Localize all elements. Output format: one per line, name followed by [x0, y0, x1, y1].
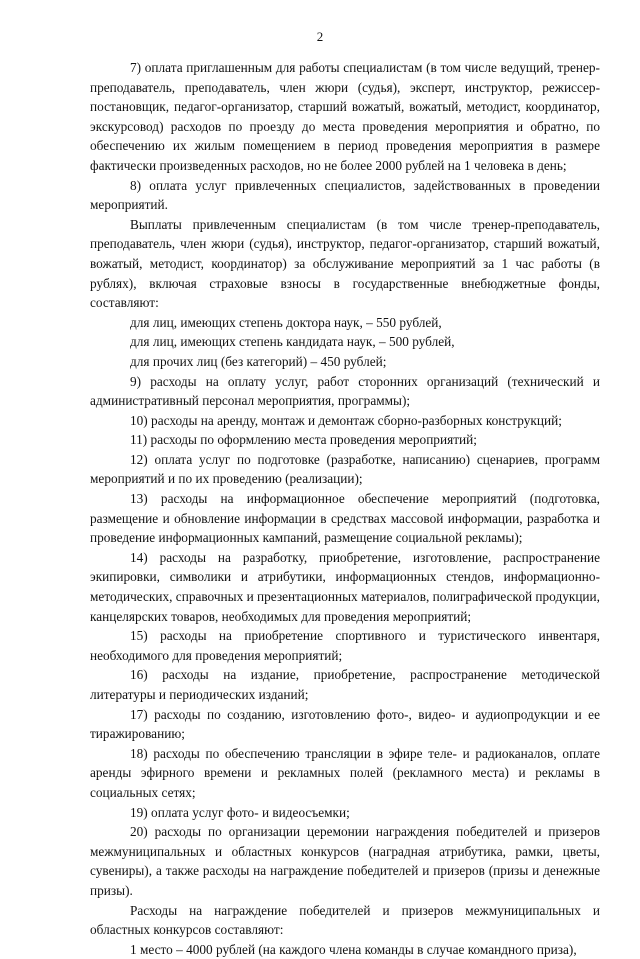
rate-other: для прочих лиц (без категорий) – 450 рублей;	[130, 353, 387, 369]
paragraph-item-15: 15) расходы на приобретение спортивного и туристического инвентаря, необходимого для проведения мероприятий;	[90, 628, 600, 663]
paragraph-item-18: 18) расходы по обеспечению трансляции в эфире теле- и радиоканалов, оплате аренды эфирного времени и рекламных полей (рекламного места) и рекламы в социальных сетях;	[90, 745, 600, 800]
document-body	[90, 58, 600, 959]
paragraph-item-19: 19) оплата услуг фото- и видеосъемки;	[130, 804, 350, 820]
paragraph-item-14: 14) расходы на разработку, приобретение, изготовление, распространение экипировки, символики и атрибутики, информационных стендов, информационно-методических, справочных и презентационных материалов, полиграфической продукции, канцелярских товаров, необходимых для проведения мероприятий;	[90, 549, 600, 624]
paragraph-payments-intro: Выплаты привлеченным специалистам (в том числе тренер-преподаватель, преподаватель, член жюри (судья), инструктор, педагог-организатор, старший вожатый, вожатый, методист, координатор) за обслуживание мероприятий за 1 час работы (в рублях), включая страховые взносы в государственные внебюджетные фонды, составляют:	[90, 216, 600, 311]
paragraph-item-12: 12) оплата услуг по подготовке (разработке, написанию) сценариев, программ мероприятий и по их проведению (реализации);	[90, 451, 600, 487]
page-number: 2	[316, 29, 324, 44]
paragraph-item-17: 17) расходы по созданию, изготовлению фото-, видео- и аудиопродукции и ее тиражированию;	[90, 706, 600, 742]
paragraph-item-11: 11) расходы по оформлению места проведения мероприятий;	[130, 432, 477, 448]
paragraph-item-20: 20) расходы по организации церемонии награждения победителей и призеров межмуниципальных и областных конкурсов (наградная атрибутика, рамки, цветы, сувениры), а также расходы на награждение победителей и призеров (призы и денежные призы).	[90, 824, 600, 898]
paragraph-item-16: 16) расходы на издание, приобретение, распространение методической литературы и периодических изданий;	[90, 667, 600, 702]
paragraph-awards-intro: Расходы на награждение победителей и призеров межмуниципальных и областных конкурсов составляют:	[90, 902, 600, 938]
paragraph-item-10: 10) расходы на аренду, монтаж и демонтаж сборно-разборных конструкций;	[130, 412, 562, 428]
paragraph-item-13: 13) расходы на информационное обеспечение мероприятий (подготовка, размещение и обновление информации в средствах массовой информации, разработка и проведение информационных кампаний, размещение социальной рекламы);	[90, 491, 600, 546]
paragraph-item-7: 7) оплата приглашенным для работы специалистам (в том числе ведущий, тренер-преподаватель, преподаватель, член жюри (судья), эксперт, инструктор, режиссер-постановщик, педагог-организатор, старший вожатый, вожатый, методист, координатор, экскурсовод) расходов по проезду до места проведения мероприятия и обратно, по обеспечению их жилым помещением в период проведения мероприятия в размере фактически произведенных расходов, но не более 2000 рублей на 1 человека в день;	[90, 60, 600, 173]
rate-doctor-of-sciences: для лиц, имеющих степень доктора наук, – 550 рублей,	[130, 314, 442, 330]
paragraph-item-8: 8) оплата услуг привлеченных специалистов, задействованных в проведении мероприятий.	[90, 177, 600, 213]
paragraph-first-place: 1 место – 4000 рублей (на каждого члена команды в случае командного приза),	[130, 941, 577, 957]
rate-candidate-of-sciences: для лиц, имеющих степень кандидата наук, – 500 рублей,	[130, 334, 455, 350]
paragraph-item-9: 9) расходы на оплату услуг, работ сторонних организаций (технический и административный персонал мероприятия, программы);	[90, 373, 600, 409]
